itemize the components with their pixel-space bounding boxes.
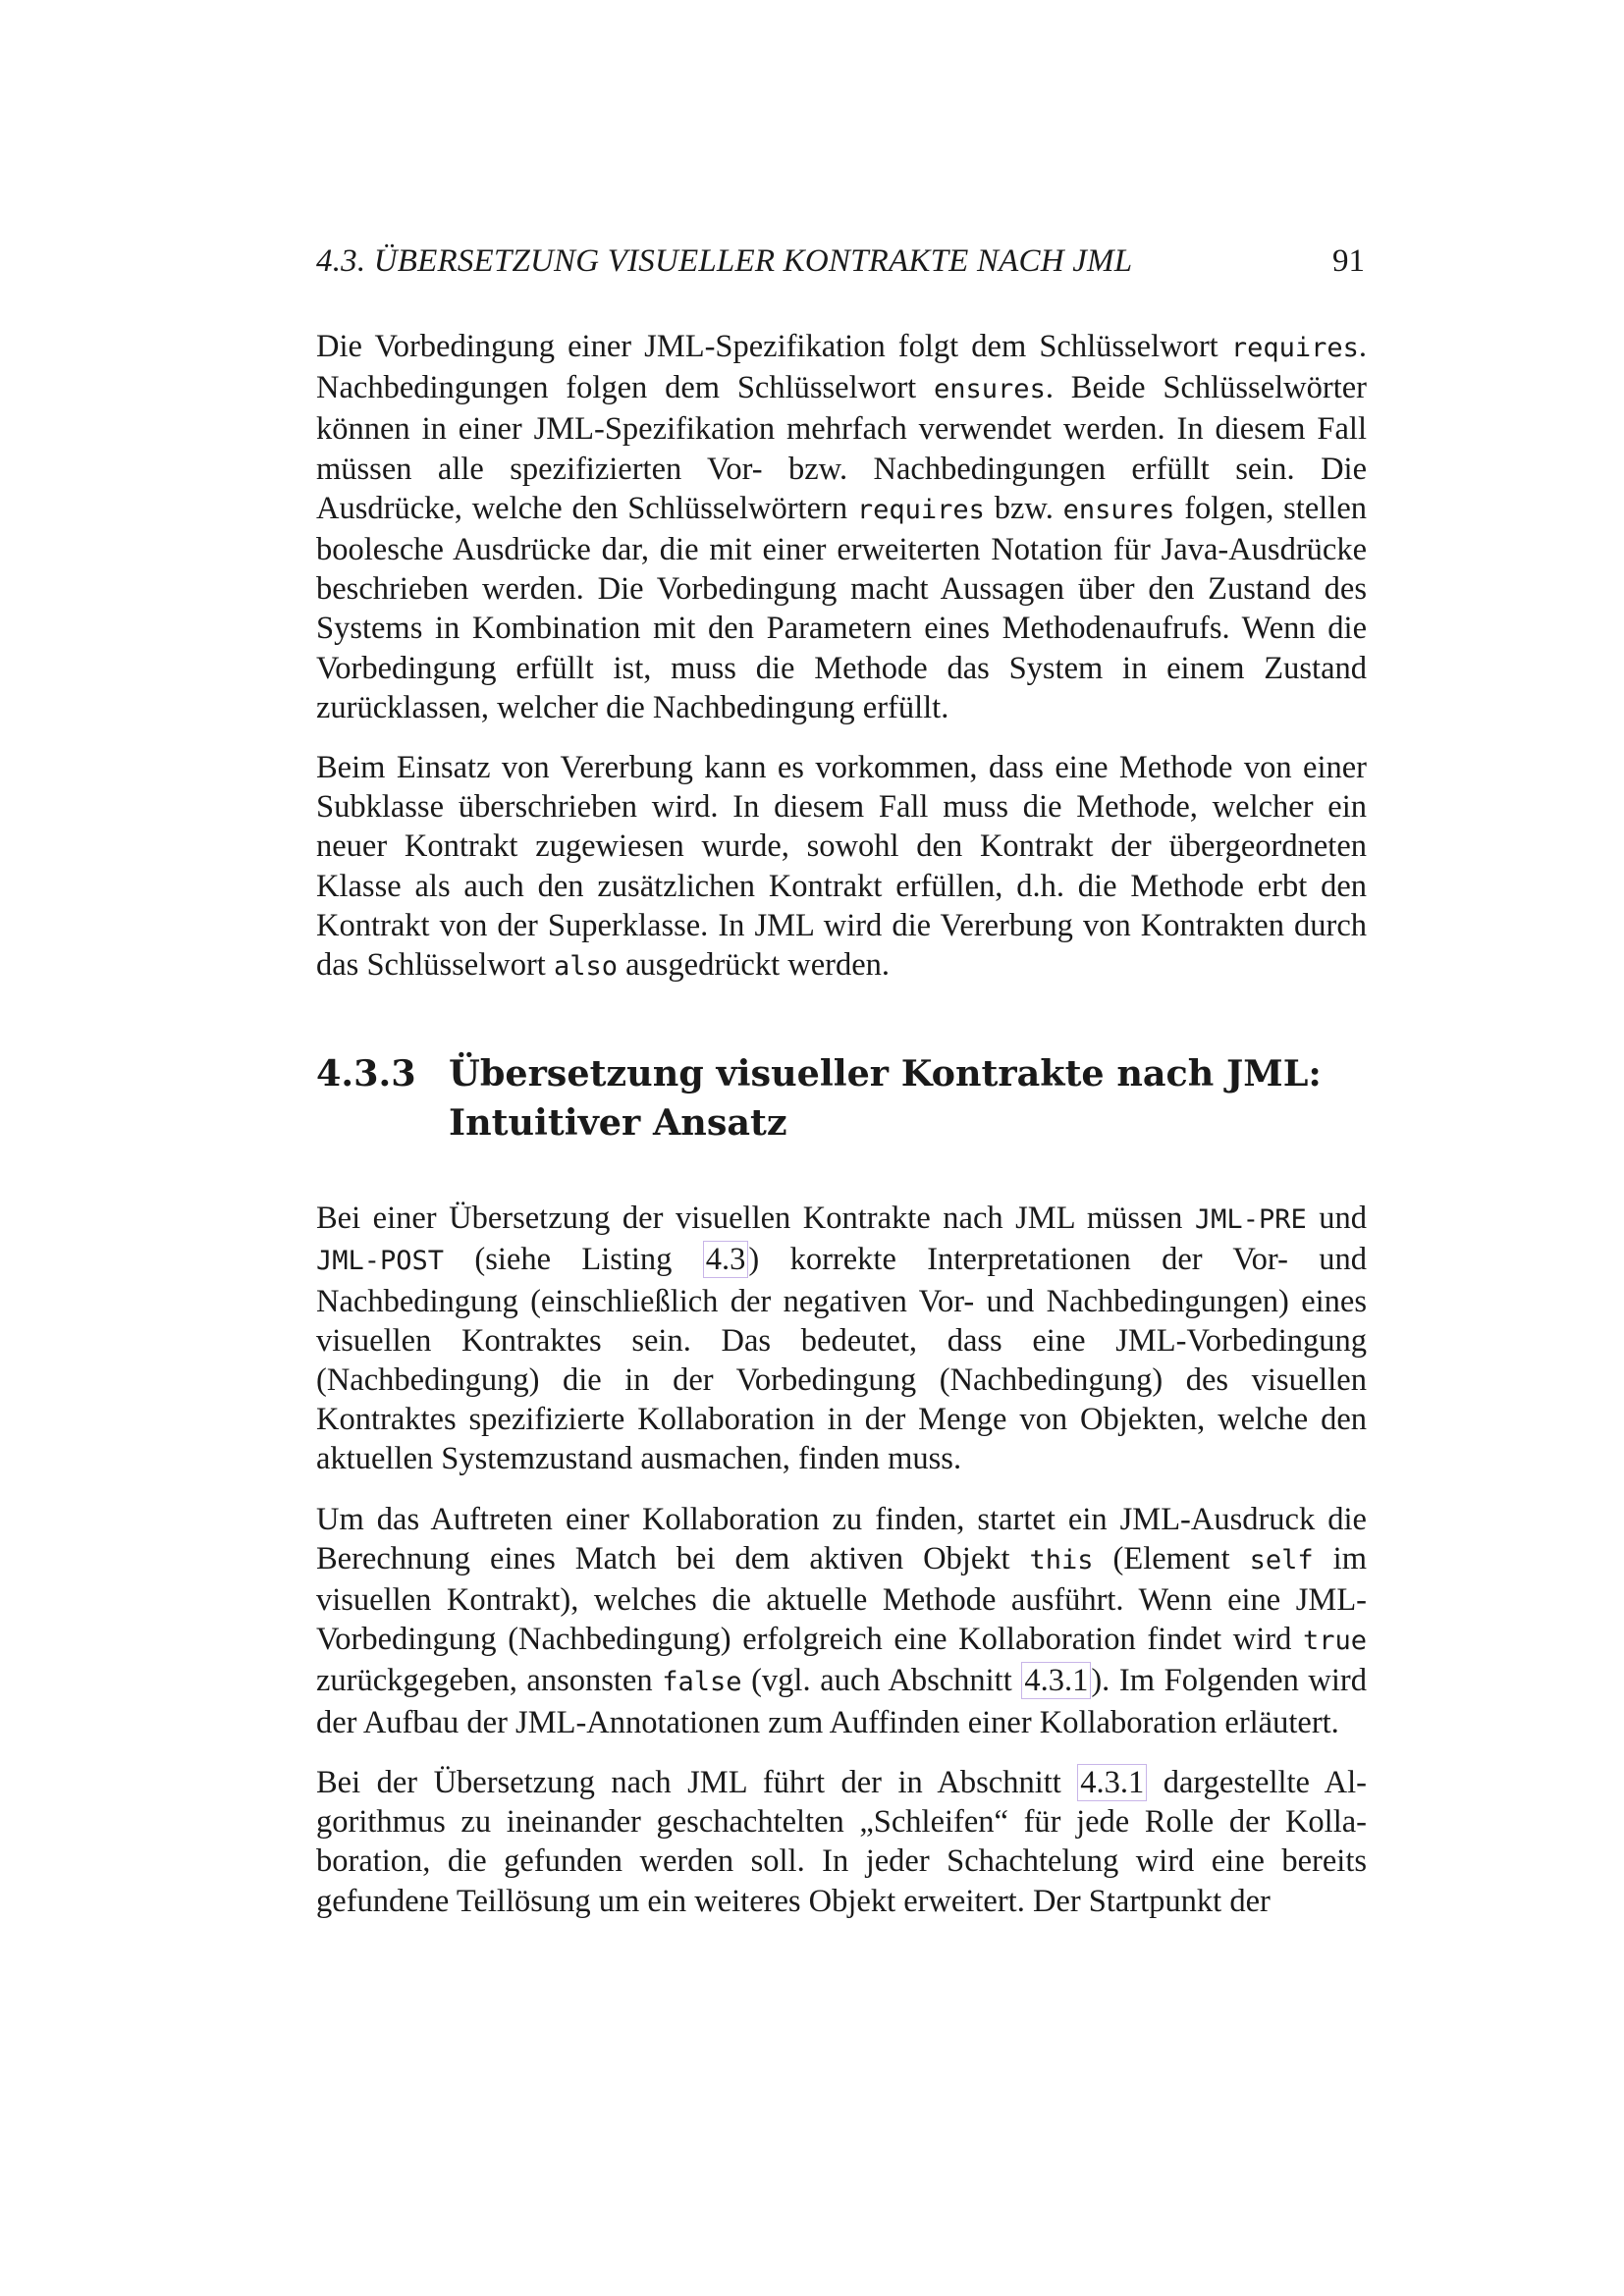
text-run: zurückgegeben, ansonsten <box>316 1663 663 1699</box>
text-run: und <box>1306 1201 1367 1237</box>
body-text <box>316 327 1367 1942</box>
section-heading <box>316 1049 1367 1148</box>
text-run: Bei einer Übersetzung der visuellen Kontrakte nach JML müssen <box>316 1201 1195 1237</box>
text-run: ) korrekte Interpretationen der Vor- und Nachbedingung (einschließlich der negativen Vor- und Nachbedingungen) eines visuellen Kontraktes sein. Das bedeutet, dass eine JML-Vorbedingung (Nachbedingung) die in der Vorbedingung (Nachbedingung) des visuellen Kontraktes spezifizierte Kollaboration in der Menge von Objekten, welche den aktuellen Systemzustand ausmachen, finden muss. <box>316 1242 1367 1477</box>
code-keyword-requires: requires <box>856 494 985 525</box>
paragraph-translation <box>316 1199 1367 1478</box>
code-self: self <box>1249 1544 1314 1575</box>
section-reference-link[interactable]: 4.3.1 <box>1077 1764 1147 1801</box>
section-reference-link[interactable]: 4.3.1 <box>1021 1662 1091 1699</box>
text-run: ). Im Folgenden wird der Aufbau der JML-Annotationen zum Auffinden einer Kollaboration erläutert. <box>316 1663 1368 1740</box>
code-this: this <box>1029 1544 1094 1575</box>
listing-reference-link[interactable]: 4.3 <box>703 1241 749 1278</box>
section-title: Übersetzung visueller Kontrakte nach JML: Intuitiver Ansatz <box>449 1052 1322 1145</box>
text-run: (vgl. auch Abschnitt <box>741 1663 1022 1699</box>
code-false: false <box>662 1667 742 1698</box>
page-number: 91 <box>1332 243 1365 279</box>
section-number: 4.3.3 <box>316 1052 416 1095</box>
text-run: . Nachbedingungen folgen dem Schlüsselwort <box>316 329 1367 406</box>
code-jml-post: JML-POST <box>316 1246 445 1277</box>
text-run: (Element <box>1093 1540 1250 1576</box>
document-page <box>316 0 1367 2296</box>
text-run: dargestellte Algorithmus zu ineinander geschachtelten „Schleifen“ für jede Rolle der Kollaboration, die gefunden werden soll. In jeder Schachtelung wird eine bereits gefundene Teillösung um ein weiteres Objekt erweitert. Der Startpunkt der <box>316 1764 1367 1919</box>
text-run: im visuellen Kontrakt), welches die aktuelle Methode ausführt. Wenn eine JML-Vorbedingung (Nachbedingung) erfolgreich eine Kollaboration findet wird <box>316 1540 1367 1658</box>
code-keyword-ensures: ensures <box>934 374 1046 405</box>
text-run: bzw. <box>984 490 1063 526</box>
paragraph-algorithm <box>316 1763 1367 1921</box>
code-true: true <box>1302 1626 1367 1657</box>
paragraph-inheritance <box>316 748 1367 987</box>
text-run: Beim Einsatz von Vererbung kann es vorkommen, dass eine Methode von einer Subklasse überschrieben wird. In diesem Fall muss die Methode, welcher ein neuer Kontrakt zugewiesen wurde, sowohl den Kontrakt der übergeordneten Klasse als auch den zusätzlichen Kontrakt erfüllen, d.h. die Methode erbt den Kontrakt von der Superklasse. In JML wird die Vererbung von Kontrakten durch das Schlüsselwort <box>316 750 1367 984</box>
code-jml-pre: JML-PRE <box>1194 1204 1307 1236</box>
running-header-title: 4.3. ÜBERSETZUNG VISUELLER KONTRAKTE NACH JML <box>316 243 1133 279</box>
running-header <box>316 241 1367 281</box>
text-run: Bei der Übersetzung nach JML führt der in Abschnitt <box>316 1764 1078 1800</box>
paragraph-preconditions <box>316 327 1367 727</box>
paragraph-collaboration <box>316 1500 1367 1742</box>
text-run: Um das Auftreten einer Kollaboration zu finden, startet ein JML-Ausdruck die Berechnung eines Match bei dem aktiven Objekt <box>316 1501 1367 1576</box>
code-keyword-ensures: ensures <box>1062 494 1175 525</box>
text-run: (siehe Listing <box>444 1242 703 1278</box>
text-run: ausgedrückt werden. <box>617 947 891 984</box>
text-run: folgen, stellen boolesche Ausdrücke dar, die mit einer erweiterten Notation für Java-Ausdrücke beschrieben werden. Die Vorbedingung macht Aussagen über den Zustand des Systems in Kombination mit den Parametern eines Methodenaufrufs. Wenn die Vorbedingung erfüllt ist, muss die Methode das System in einem Zustand zurücklassen, welcher die Nachbedingung erfüllt. <box>316 490 1367 725</box>
text-run: Die Vorbedingung einer JML-Spezifikation folgt dem Schlüsselwort <box>316 329 1231 364</box>
code-keyword-also: also <box>553 951 618 983</box>
code-keyword-requires: requires <box>1230 333 1359 363</box>
text-run: . Beide Schlüsselwörter können in einer JML-Spezifikation mehrfach verwendet werden. In diesem Fall müssen alle spezifizierten Vor- bzw. Nachbedingungen erfüllt sein. Die Ausdrücke, welche den Schlüsselwörtern <box>316 370 1367 526</box>
